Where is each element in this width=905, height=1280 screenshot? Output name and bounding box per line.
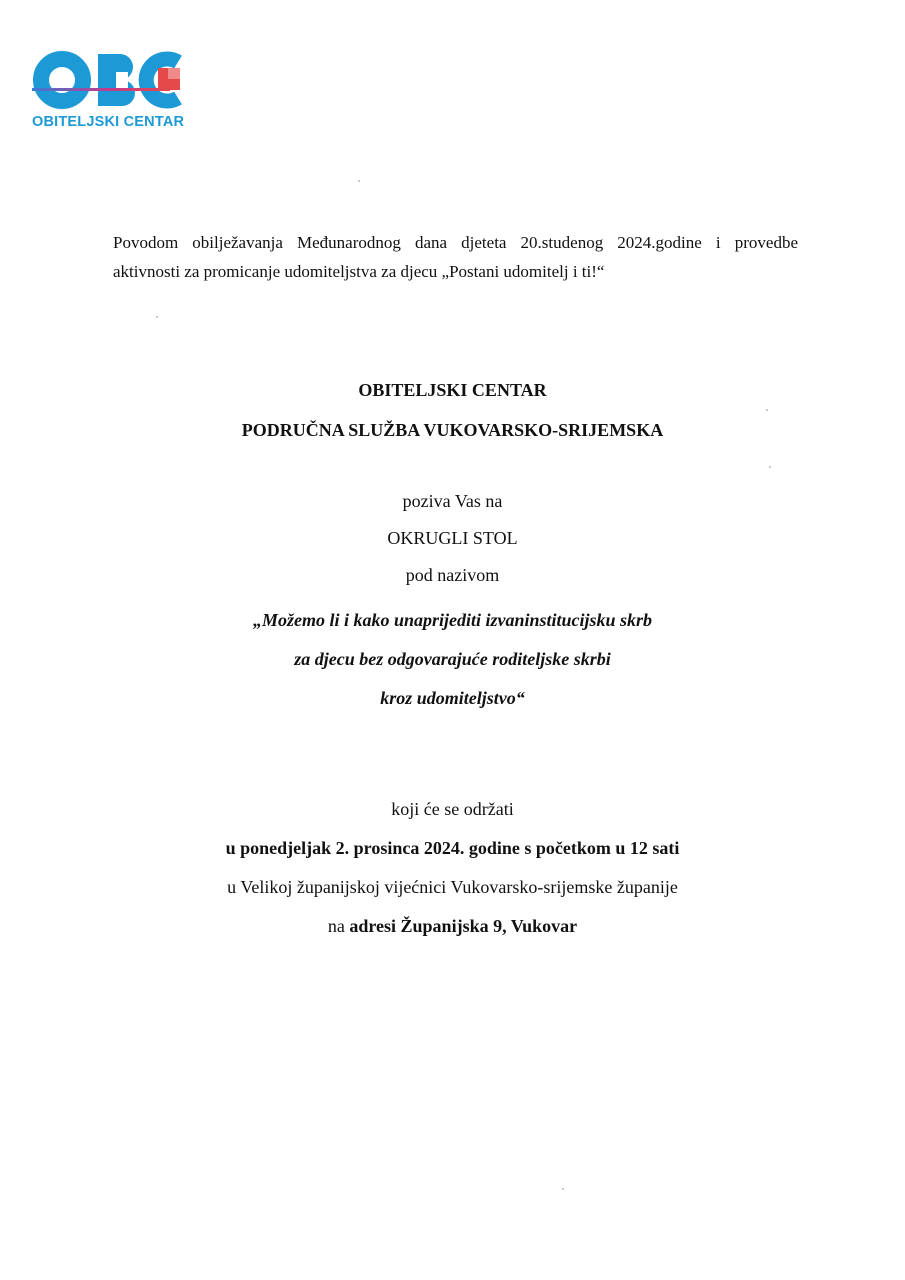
event-address [0,907,905,946]
event-date-time: u ponedjeljak 2. prosinca 2024. godine s početkom u 12 sati [225,838,680,858]
invitation-line-3: pod nazivom [405,565,500,585]
intro-line-2: aktivnosti za promicanje udomiteljstva za djecu „Postani udomitelj i ti!“ [113,262,605,281]
logo-underline [32,88,170,91]
organizer-line-2: PODRUČNA SLUŽBA VUKOVARSKO-SRIJEMSKA [241,420,664,440]
organizer-line-1: OBITELJSKI CENTAR [358,380,547,400]
address-value: adresi Županijska 9, Vukovar [349,916,578,936]
scan-speck [769,466,771,468]
invitation-line-2: OKRUGLI STOL [387,528,518,548]
intro-paragraph [113,228,798,286]
logo-text: OBITELJSKI CENTAR [32,114,185,130]
organizer-heading [0,370,905,450]
topic-line-2: za djecu bez odgovarajuće roditeljske skrbi [294,649,611,669]
scan-speck [766,409,768,411]
invitation-line-1: poziva Vas na [402,491,503,511]
details-line-1: koji će se održati [391,799,514,819]
event-details [0,790,905,946]
intro-line-1: Povodom obilježavanja Međunarodnog dana djeteta 20.studenog 2024.godine i provedbe [113,233,798,252]
invitation-block [0,483,905,594]
round-table-topic [0,601,905,718]
scan-speck [156,316,158,318]
obc-logo-mark [32,48,192,112]
topic-line-3: kroz udomiteljstvo“ [380,688,525,708]
event-venue: u Velikoj županijskoj vijećnici Vukovarsko-srijemske županije [227,877,678,897]
scan-speck [562,1188,564,1190]
address-prefix: na [327,916,350,936]
topic-line-1: „Možemo li i kako unaprijediti izvaninstitucijsku skrb [252,610,653,630]
obiteljski-centar-logo [32,48,207,143]
scan-speck [358,180,360,182]
